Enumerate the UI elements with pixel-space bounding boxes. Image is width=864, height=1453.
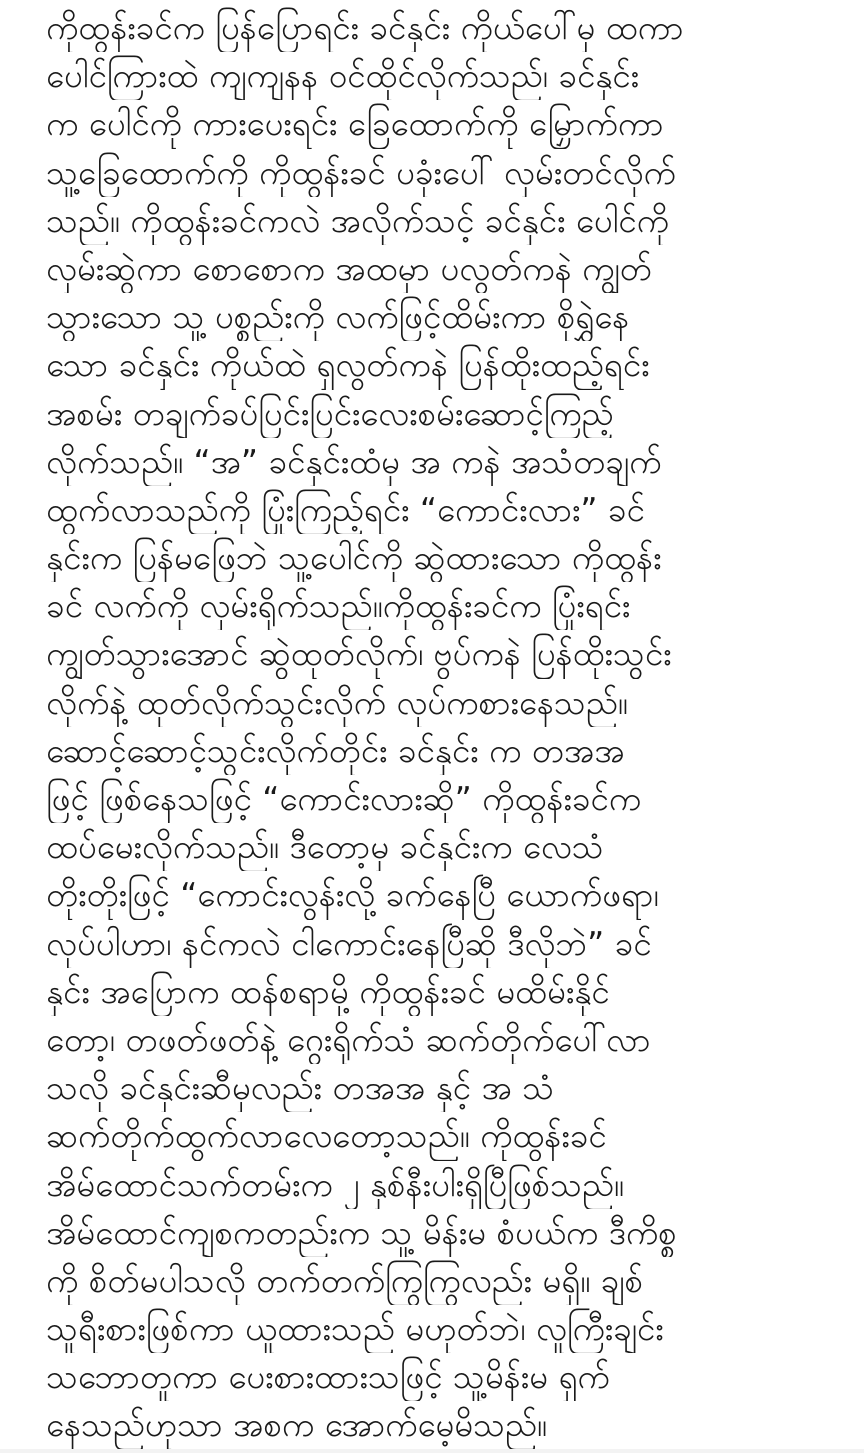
- text-line: သွားသော သူ့ ပစ္စည်းကို လက်ဖြင့်ထိမ်းကာ စိုရွှဲနေ: [46, 297, 630, 337]
- text-line: ပေါင်ကြားထဲ ကျကျနန ဝင်ထိုင်လိုက်သည်၊ ခင်နှင်း: [46, 56, 639, 96]
- text-line: ဖြင့် ဖြစ်နေသဖြင့် “ကောင်းလားဆို” ကိုထွန်းခင်က: [46, 779, 641, 818]
- text-line: အိမ်ထောင်သက်တမ်းက ၂ နှစ်နီးပါးရှိပြီဖြစ်သည်။: [46, 1164, 624, 1204]
- text-line: ထွက်လာသည်ကို ပြုံးကြည့်ရင်း “ကောင်းလား” ခင်: [46, 489, 645, 529]
- text-line: အစမ်း တချက်ခပ်ပြင်းပြင်းလေးစမ်းဆောင့်ကြည့်: [46, 393, 614, 433]
- text-line: နှင်းက ပြန်မဖြေဘဲ သူ့ပေါင်ကို ဆွဲထားသော ကိုထွန်း: [46, 538, 662, 578]
- text-line: ဆက်တိုက်ထွက်လာလေတော့သည်။ ကိုထွန်းခင်: [46, 1116, 607, 1156]
- text-line: ကိုထွန်းခင်က ပြန်ပြောရင်း ခင်နှင်း ကိုယ်ပေါ်မှ ထကာ: [46, 8, 684, 47]
- text-line: ဆောင့်ဆောင့်သွင်းလိုက်တိုင်း ခင်နှင်း က တအအ: [46, 730, 625, 770]
- text-line: အိမ်ထောင်ကျစကတည်းက သူ့ မိန်းမ စံပယ်က ဒီကိစ္စ: [46, 1212, 677, 1252]
- text-line: ထပ်မေးလိုက်သည်။ ဒီတော့မှ ခင်နှင်းက လေသံ: [46, 827, 604, 867]
- text-line: ကျွတ်သွားအောင် ဆွဲထုတ်လိုက်၊ ဗွပ်ကနဲ ပြန်ထိုးသွင်း: [46, 634, 672, 674]
- text-line: သော ခင်နှင်း ကိုယ်ထဲ ရှလွတ်ကနဲ ပြန်ထိုးထည့်ရင်း: [46, 345, 650, 385]
- text-line: သလို ခင်နှင်းဆီမှလည်း တအအ နှင့် အ သံ: [46, 1068, 555, 1108]
- text-line: လိုက်နဲ့ ထုတ်လိုက်သွင်းလိုက် လုပ်ကစားနေသည်။: [46, 682, 628, 722]
- text-line: တိုးတိုးဖြင့် “ကောင်းလွန်းလို့ ခက်နေပြီ ယောက်ဖရာ၊: [46, 875, 659, 915]
- text-line: လိုက်သည်။ “အ” ခင်နှင်းထံမှ အ ကနဲ အသံတချက်: [46, 441, 662, 481]
- text-line: ခင် လက်ကို လှမ်းရိုက်သည်။ကိုထွန်းခင်က ပြုံးရင်း: [46, 586, 631, 626]
- text-line: သူရီးစားဖြစ်ကာ ယူထားသည် မဟုတ်ဘဲ၊ လူကြီးချင်း: [46, 1309, 664, 1349]
- text-line: သဘောတူကာ ပေးစားထားသဖြင့် သူ့မိန်းမ ရှက်: [46, 1357, 610, 1397]
- text-line: လှမ်းဆွဲကာ စောစောက အထမှာ ပလွတ်ကနဲ ကျွတ်: [46, 248, 652, 288]
- text-line: နေသည်ဟုသာ အစက အောက်မေ့မိသည်။: [46, 1405, 547, 1445]
- text-line: လုပ်ပါဟာ၊ နင်ကလဲ ငါကောင်းနေပြီဆို ဒီလိုဘဲ” ခင်: [46, 923, 652, 963]
- text-line: သည်။ ကိုထွန်းခင်ကလဲ အလိုက်သင့် ခင်နှင်း ပေါင်ကို: [46, 200, 669, 240]
- text-line: ကို စိတ်မပါသလို တက်တက်ကြွကြွလည်း မရှိ။ ချစ်: [46, 1260, 644, 1300]
- bottom-divider: [0, 1449, 864, 1453]
- text-line: က ပေါင်ကို ကားပေးရင်း ခြေထောက်ကို မြှောက်ကာ: [46, 104, 664, 144]
- story-text: [46, 4, 824, 1450]
- text-line: သူ့ခြေထောက်ကို ကိုထွန်းခင် ပခုံးပေါ် လှမ်းတင်လိုက်: [46, 152, 676, 192]
- text-line: နှင်း အပြောက ထန်စရာမို့ ကိုထွန်းခင် မထိမ်းနိုင်: [46, 971, 610, 1011]
- text-line: တော့၊ တဖတ်ဖတ်နဲ့ ဂွေးရိုက်သံ ဆက်တိုက်ပေါ်လာ: [46, 1019, 651, 1059]
